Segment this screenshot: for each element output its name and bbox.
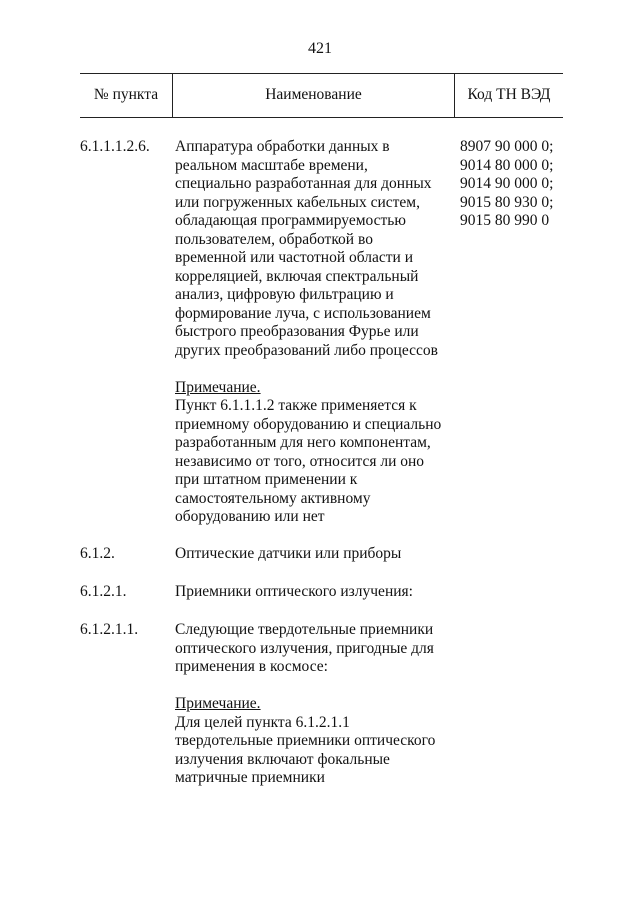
note-line: независимо от того, относится ли оно xyxy=(175,452,425,470)
entry-number: 6.1.2.1.1. xyxy=(80,621,139,638)
header-name-column: Наименование xyxy=(173,74,455,117)
description-line: Аппаратура обработки данных в xyxy=(175,138,390,155)
description-line: быстрого преобразования Фурье или xyxy=(175,323,419,340)
header-number-column: № пункта xyxy=(80,74,173,117)
entry-number: 6.1.1.1.2.6. xyxy=(80,138,150,155)
code-value: 9015 80 990 0 xyxy=(460,212,550,229)
code-value: 9014 90 000 0; xyxy=(460,175,554,192)
code-value: 8907 90 000 0; xyxy=(460,138,554,155)
note-line: разработанным для него компонентам, xyxy=(175,434,431,451)
description-line: других преобразований либо процессов xyxy=(175,341,438,359)
entry-description xyxy=(175,583,460,602)
note-line: излучения включают фокальные xyxy=(175,750,390,768)
description-line: временной или частотной области и xyxy=(175,249,413,266)
entry-description xyxy=(175,138,460,527)
description-line: Приемники оптического излучения: xyxy=(175,583,413,600)
description-line: анализ, цифровую фильтрацию и xyxy=(175,286,394,303)
note-line: приемному оборудованию и специально xyxy=(175,415,442,433)
description-line: реальном масштабе времени, xyxy=(175,156,368,174)
description-line: Оптические датчики или приборы xyxy=(175,545,402,562)
description-line: пользователем, обработкой во xyxy=(175,230,373,248)
note-line: самостоятельному активному xyxy=(175,489,371,507)
description-line: специально разработанная для донных xyxy=(175,175,432,192)
note-line: Пункт 6.1.1.1.2 также применяется к xyxy=(175,397,417,414)
entry-number: 6.1.2.1. xyxy=(80,583,127,600)
description-line: обладающая программируемостью xyxy=(175,212,406,229)
code-value: 9014 80 000 0; xyxy=(460,156,554,174)
entry-description xyxy=(175,621,460,788)
entry-description xyxy=(175,545,460,564)
table-header xyxy=(80,73,563,118)
note-line: твердотельные приемники оптического xyxy=(175,732,436,749)
note-line: Для целей пункта 6.1.2.1.1 xyxy=(175,713,350,731)
entry-number: 6.1.2. xyxy=(80,545,115,562)
note-line: оборудованию или нет xyxy=(175,508,325,525)
note-line: матричные приемники xyxy=(175,769,325,786)
description-line: применения в космосе: xyxy=(175,658,328,675)
note-title: Примечание. xyxy=(175,695,261,712)
note-title: Примечание. xyxy=(175,378,261,396)
entry-codes xyxy=(460,138,570,231)
code-value: 9015 80 930 0; xyxy=(460,193,554,211)
description-line: или погруженных кабельных систем, xyxy=(175,193,420,211)
header-code-column: Код ТН ВЭД xyxy=(467,86,551,104)
page-number: 421 xyxy=(308,40,332,57)
note-line: при штатном применении к xyxy=(175,471,358,488)
description-line: оптического излучения, пригодные для xyxy=(175,639,434,657)
description-line: корреляцией, включая спектральный xyxy=(175,267,419,285)
description-line: Следующие твердотельные приемники xyxy=(175,621,434,638)
description-line: формирование луча, с использованием xyxy=(175,304,431,322)
